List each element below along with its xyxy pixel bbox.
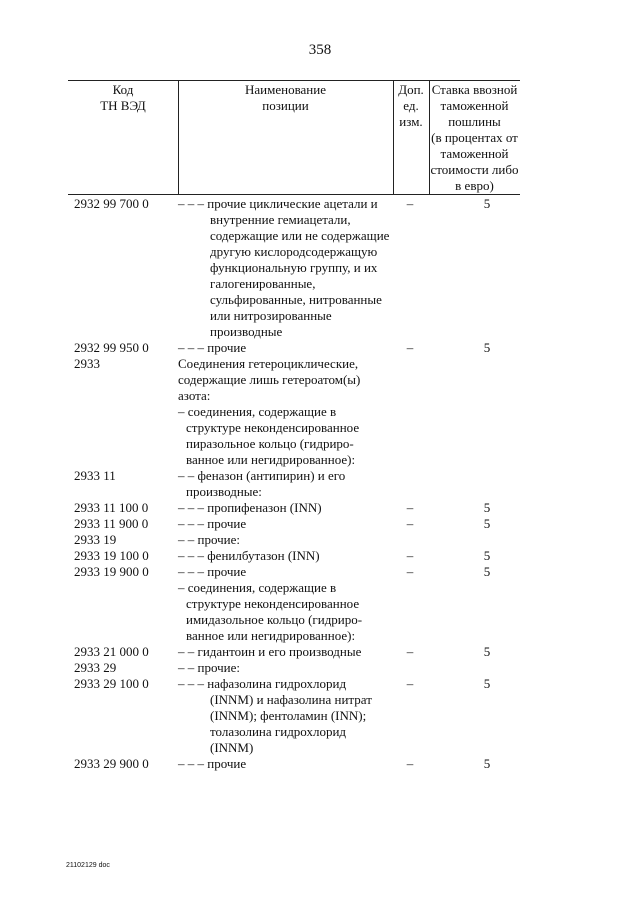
header-line: позиции [262, 98, 309, 113]
description-line: производные: [186, 484, 262, 499]
item-description [178, 356, 393, 404]
table-row [0, 516, 640, 532]
description-line: – соединения, содержащие в [178, 580, 337, 595]
table-row [0, 564, 640, 580]
description-line: – – феназон (антипирин) и его [178, 468, 346, 483]
table-header-rule [68, 194, 520, 195]
duty-rate: 5 [483, 500, 491, 515]
table-row [0, 660, 640, 676]
description-line: толазолина гидрохлорид [210, 724, 347, 739]
tariff-code: 2933 [74, 356, 100, 371]
header-line: ТН ВЭД [100, 98, 146, 113]
additional-unit: – [406, 516, 414, 531]
tariff-code: 2932 99 700 0 [74, 196, 149, 211]
description-line: имидазольное кольцо (гидриро- [186, 612, 363, 627]
duty-rate: 5 [483, 196, 491, 211]
table-row [0, 404, 640, 468]
description-line: азота: [178, 388, 211, 403]
table-row [0, 532, 640, 548]
header-line: Доп. [398, 82, 424, 97]
header-line: пошлины [448, 114, 501, 129]
header-line: стоимости либо [430, 162, 519, 177]
description-line: ванное или негидрированное): [186, 452, 356, 467]
table-row [0, 500, 640, 516]
item-description [178, 404, 393, 468]
description-line: другую кислородсодержащую [210, 244, 378, 259]
tariff-code: 2933 19 900 0 [74, 564, 149, 579]
tariff-code: 2933 29 [74, 660, 117, 675]
table-top-rule [68, 80, 520, 81]
duty-rate: 5 [483, 644, 491, 659]
item-description [178, 516, 393, 532]
description-line: – – – нафазолина гидрохлорид [178, 676, 347, 691]
description-line: (INNM) и нафазолина нитрат [210, 692, 372, 707]
description-line: сульфированные, нитрованные [210, 292, 382, 307]
duty-rate: 5 [483, 548, 491, 563]
item-description [178, 580, 393, 644]
header-line: таможенной [440, 146, 509, 161]
description-line: – – – пропифеназон (INN) [178, 500, 322, 515]
description-line: – – – прочие [178, 564, 247, 579]
additional-unit: – [406, 644, 414, 659]
tariff-code: 2933 11 [74, 468, 116, 483]
header-line: изм. [399, 114, 423, 129]
description-line: – – – прочие [178, 516, 247, 531]
description-line: галогенированные, [210, 276, 316, 291]
item-description [178, 196, 393, 340]
item-description [178, 644, 393, 660]
description-line: – – прочие: [178, 532, 240, 547]
document-footer: 21102129 doc [66, 862, 110, 869]
description-line: производные [210, 324, 283, 339]
description-line: или нитрозированные [210, 308, 332, 323]
table-row [0, 580, 640, 644]
description-line: ванное или негидрированное): [186, 628, 356, 643]
additional-unit: – [406, 340, 414, 355]
tariff-code: 2933 21 000 0 [74, 644, 149, 659]
tariff-table-body [0, 196, 640, 772]
header-name [178, 82, 393, 114]
item-description [178, 532, 393, 548]
header-line: ед. [403, 98, 419, 113]
item-description [178, 500, 393, 516]
tariff-code: 2933 29 900 0 [74, 756, 149, 771]
header-rate [429, 82, 520, 194]
table-row [0, 676, 640, 756]
description-line: – – – прочие [178, 340, 247, 355]
header-line: Код [112, 82, 134, 97]
additional-unit: – [406, 564, 414, 579]
header-unit [393, 82, 429, 130]
item-description [178, 756, 393, 772]
description-line: Соединения гетероциклические, [178, 356, 359, 371]
item-description [178, 548, 393, 564]
description-line: – – – прочие [178, 756, 247, 771]
header-code [68, 82, 178, 114]
additional-unit: – [406, 196, 414, 211]
description-line: – – прочие: [178, 660, 240, 675]
additional-unit: – [406, 500, 414, 515]
table-row [0, 644, 640, 660]
tariff-code: 2933 11 900 0 [74, 516, 149, 531]
tariff-code: 2933 29 100 0 [74, 676, 149, 691]
description-line: (INNM); фентоламин (INN); [210, 708, 367, 723]
additional-unit: – [406, 756, 414, 771]
tariff-code: 2932 99 950 0 [74, 340, 149, 355]
item-description [178, 660, 393, 676]
header-line: Наименование [245, 82, 326, 97]
description-line: структуре неконденсированное [186, 596, 360, 611]
table-row [0, 356, 640, 404]
header-line: в евро) [455, 178, 494, 193]
table-row [0, 340, 640, 356]
item-description [178, 468, 393, 500]
page-number: 358 [308, 42, 332, 58]
description-line: пиразольное кольцо (гидриро- [186, 436, 354, 451]
description-line: функциональную группу, и их [210, 260, 378, 275]
item-description [178, 564, 393, 580]
duty-rate: 5 [483, 756, 491, 771]
header-line: Ставка ввозной [431, 82, 518, 97]
tariff-code: 2933 11 100 0 [74, 500, 149, 515]
tariff-code: 2933 19 [74, 532, 117, 547]
tariff-code: 2933 19 100 0 [74, 548, 149, 563]
duty-rate: 5 [483, 676, 491, 691]
table-row [0, 468, 640, 500]
description-line: внутренние гемиацетали, [210, 212, 351, 227]
item-description [178, 340, 393, 356]
description-line: содержащие или не содержащие [210, 228, 390, 243]
duty-rate: 5 [483, 516, 491, 531]
header-line: (в процентах от [431, 130, 518, 145]
description-line: – соединения, содержащие в [178, 404, 337, 419]
header-line: таможенной [440, 98, 509, 113]
description-line: – – – фенилбутазон (INN) [178, 548, 320, 563]
description-line: – – – прочие циклические ацетали и [178, 196, 378, 211]
item-description [178, 676, 393, 756]
additional-unit: – [406, 676, 414, 691]
duty-rate: 5 [483, 340, 491, 355]
description-line: структуре неконденсированное [186, 420, 360, 435]
table-row [0, 548, 640, 564]
description-line: содержащие лишь гетероатом(ы) [178, 372, 361, 387]
table-row [0, 756, 640, 772]
additional-unit: – [406, 548, 414, 563]
description-line: – – гидантоин и его производные [178, 644, 362, 659]
description-line: (INNM) [210, 740, 254, 755]
duty-rate: 5 [483, 564, 491, 579]
table-row [0, 196, 640, 340]
